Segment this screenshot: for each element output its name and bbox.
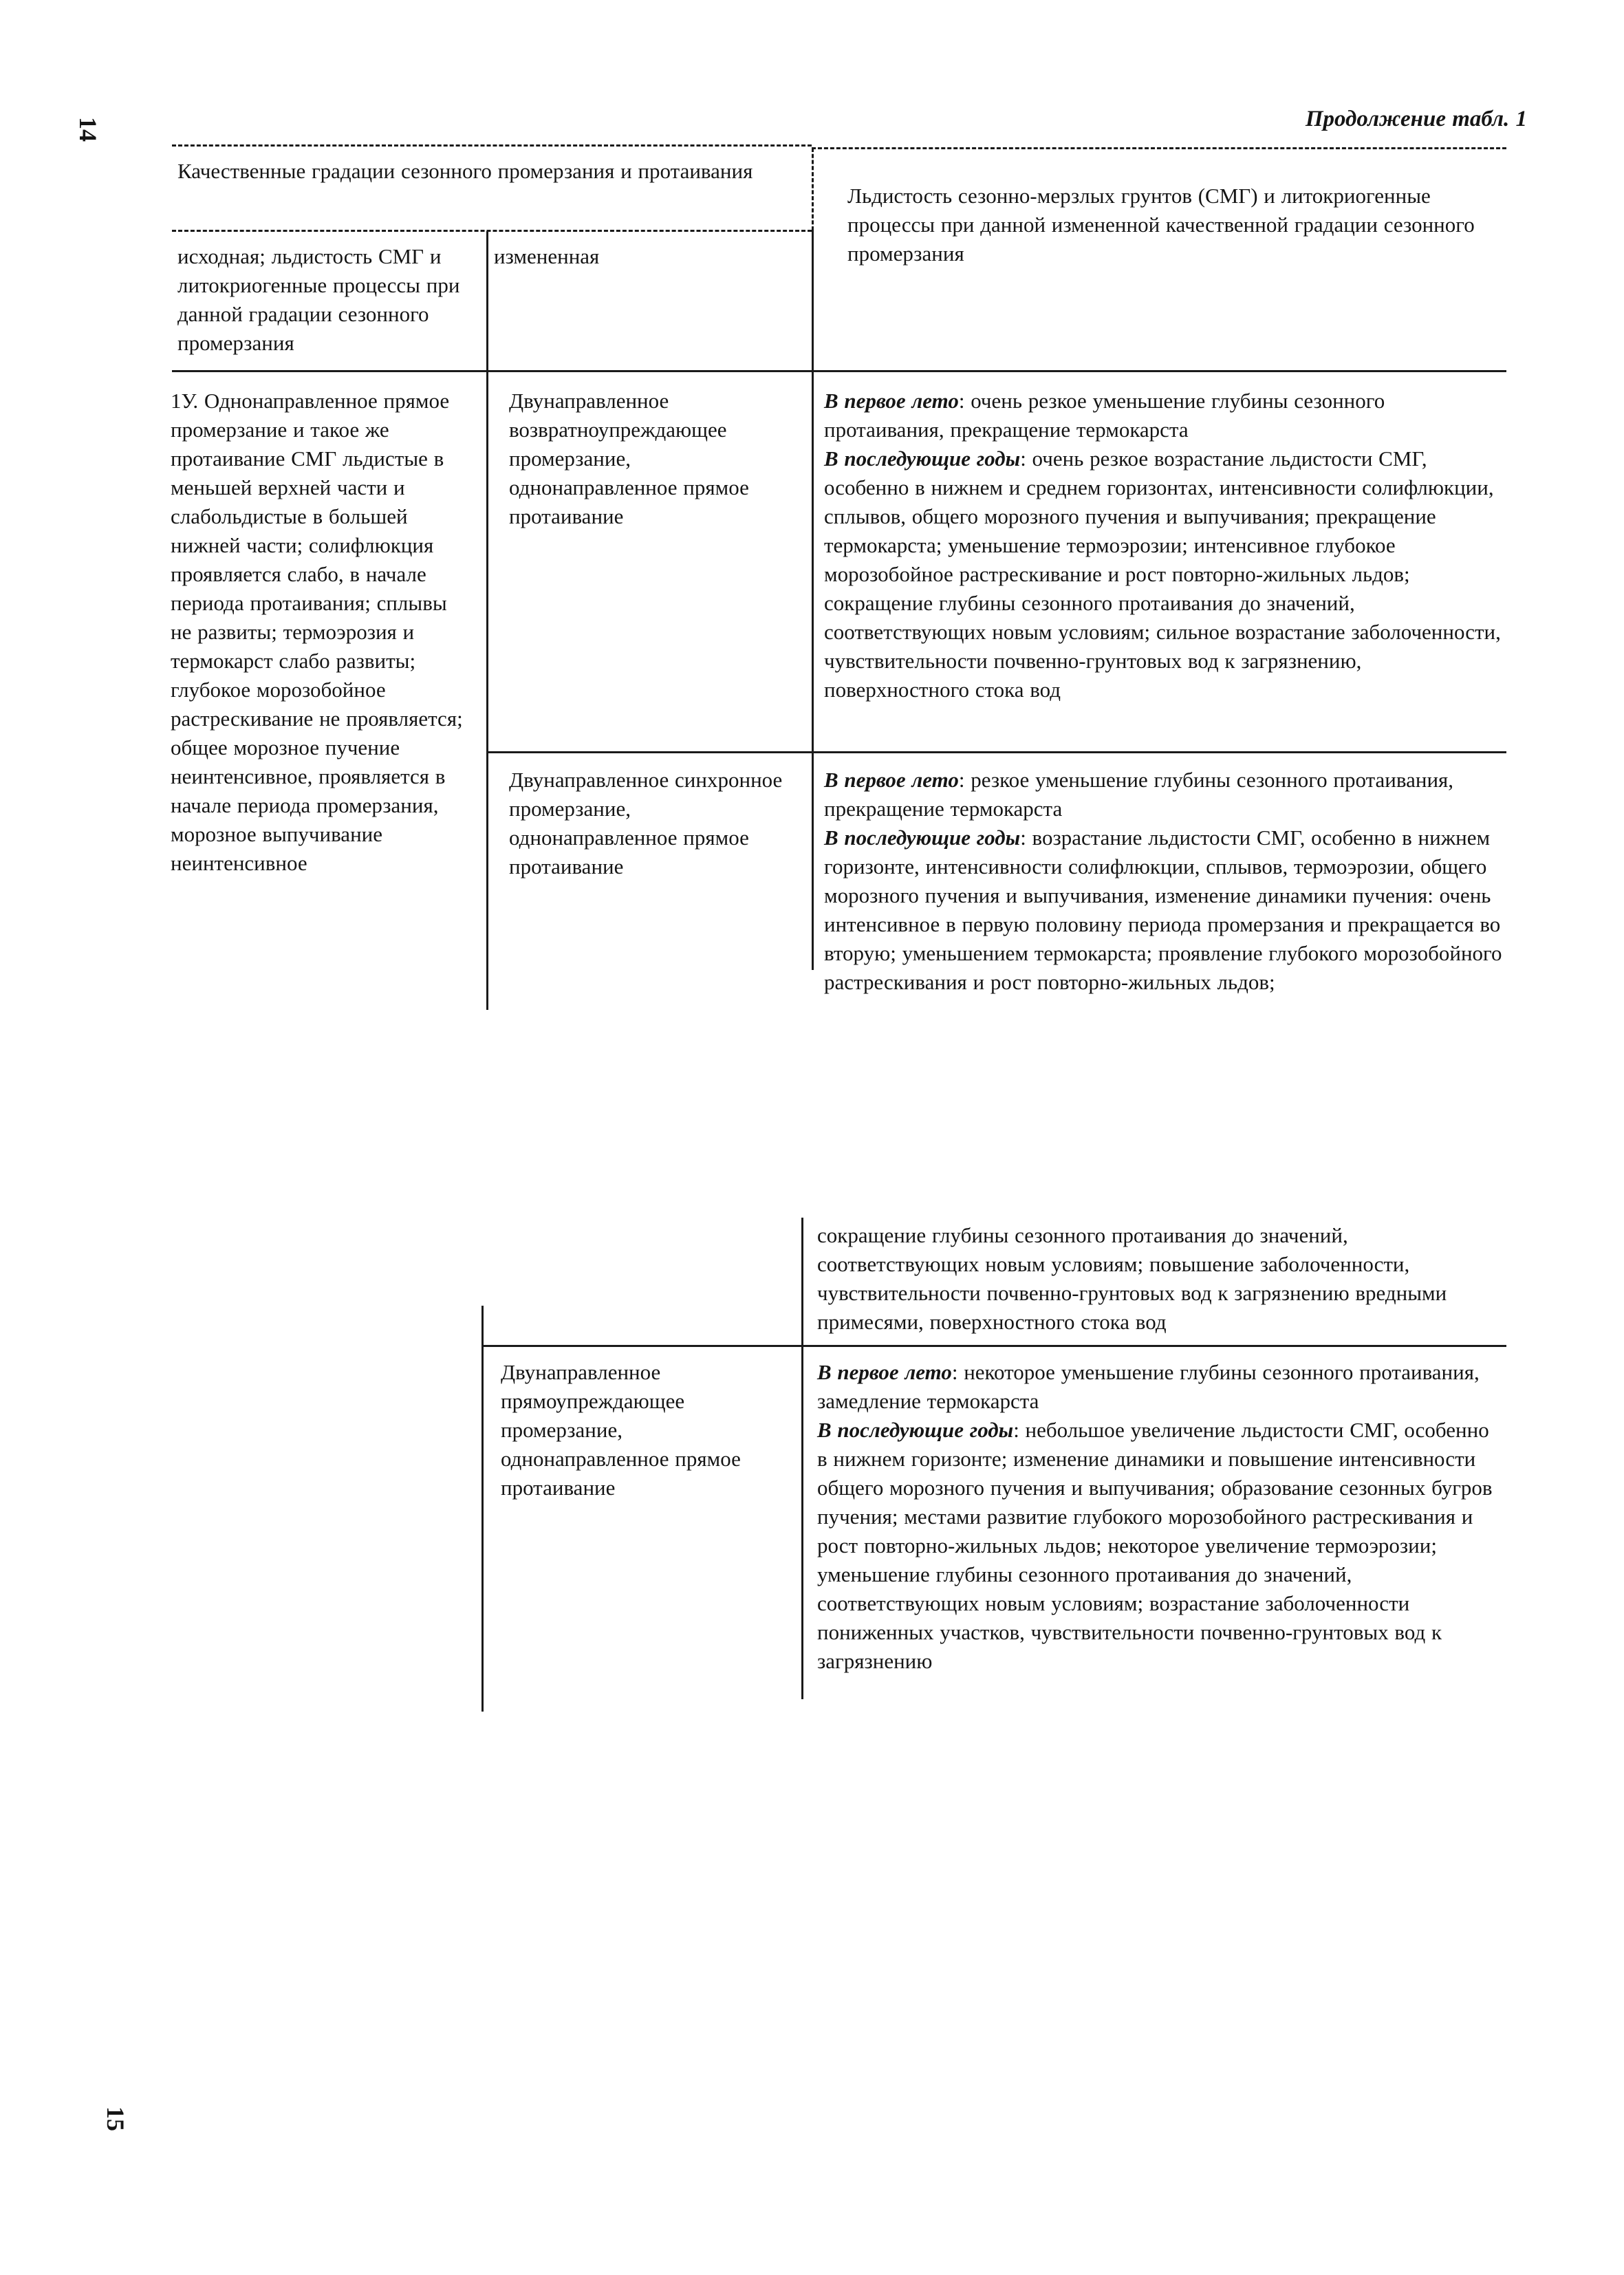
row-3-first-summer-label: В первое лето [817,1360,952,1384]
source-gradation-iv: 1У. Однонаправленное прямое промерзание и такое же протаивание СМГ льдистые в меньшей верхней части и слабольдистые в большей нижней части; солифлюкция проявляется слабо, в начале периода протаивания; сплывы не развиты; термоэрозия и термокарст слабо развиты; глубокое морозобойное растрескивание не проявляется; общее морозное пучение неинтенсивное, проявляется в начале периода промерзания, морозное выпучивание неинтенсивное [171,389,463,875]
header-source: исходная; льдистость СМГ и литокриогенные процессы при данной градации сезонного промерзания [177,244,460,355]
header-subdivider [172,230,812,232]
page-number-bottom: 15 [102,2106,129,2131]
row-2-changed: Двунаправленное синхронное промерзание, однонаправленное прямое протаивание [509,768,783,878]
row-3-effects [817,1358,1505,1676]
column-divider-top [812,148,814,230]
row-2-effects [824,766,1505,997]
column-divider-left [486,231,488,1010]
column-divider-lower-left [481,1306,484,1712]
row-1-changed: Двунаправленное возвратноупреждающее промерзание, однонаправленное прямое протаивание [509,389,749,528]
row-1-later-years-text: : очень резкое возрастание льдистости СМГ, особенно в нижнем и среднем горизонтах, интенсивности солифлюкции, сплывов, общего морозного пучения и выпучивания; прекращение термокарста; уменьшение термоэрозии; интенсивное глубокое морозобойное растрескивание и рост повторно-жильных льдов; сокращение глубины сезонного протаивания до значений, соответствующих новым условиям; сильное возрастание заболоченности, чувствительности почвенно-грунтовых вод к загрязнению, поверхностного стока вод [824,446,1501,702]
row-2-later-years-text: : возрастание льдистости СМГ, особенно в нижнем горизонте, интенсивности солифлюкции, сплывов, термоэрозии, общего морозного пучения и выпучивания, изменение динамики пучения: очень интенсивное в первую половину периода промерзания и прекращается во вторую; уменьшением термокарста; проявление глубокого морозобойного растрескивания и рост повторно-жильных льдов; [824,826,1502,994]
row-2-effects-continued: сокращение глубины сезонного протаивания до значений, соответствующих новым условиям; повышение заболоченности, чувствительности почвенно-грунтовых вод к загрязнению вредными примесями, поверхностного стока вод [817,1223,1447,1334]
table-top-border-right [812,147,1506,149]
row-1-later-years-label: В последующие годы [824,446,1021,471]
header-group: Качественные градации сезонного промерзания и протаивания [177,159,753,183]
header-bottom-border [172,370,1506,372]
row-1-first-summer-text: : очень резкое уменьшение глубины сезонного протаивания, прекращение термокарста [824,389,1385,442]
row-1-first-summer-label: В первое лето [824,389,959,413]
row-2-first-summer-text: : резкое уменьшение глубины сезонного протаивания, прекращение термокарста [824,768,1454,821]
row-3-later-years-text: : небольшое увеличение льдистости СМГ, особенно в нижнем горизонте; изменение динамики и повышение интенсивности общего морозного пучения и выпучивания; образование сезонных бугров пучения; местами развитие глубокого морозобойного растрескивания и рост повторно-жильных льдов; некоторое увеличение термоэрозии; уменьшение глубины сезонного протаивания до значений, соответствующих новым условиям; возрастание заболоченности пониженных участков, чувствительности почвенно-грунтовых вод к загрязнению [817,1418,1493,1673]
row-divider-1 [486,751,1506,753]
row-3-first-summer-text: : некоторое уменьшение глубины сезонного протаивания, замедление термокарста [817,1360,1480,1413]
table-continuation-label: Продолжение табл. 1 [1305,107,1527,131]
column-divider-header [812,227,814,970]
page-number-top: 14 [74,117,102,142]
column-divider-lower-right [801,1218,803,1699]
row-1-effects [824,387,1505,704]
header-result: Льдистость сезонно-мерзлых грунтов (СМГ) и литокриогенные процессы при данной измененной качественной градации сезонного промерзания [847,184,1475,266]
table-top-border-left [172,144,812,147]
row-2-first-summer-label: В первое лето [824,768,959,792]
row-2-later-years-label: В последующие годы [824,826,1021,850]
row-3-changed: Двунаправленное прямоупреждающее промерзание, однонаправленное прямое протаивание [501,1360,741,1500]
header-changed: измененная [494,244,600,268]
row-3-later-years-label: В последующие годы [817,1418,1014,1442]
row-divider-2 [481,1345,1506,1347]
